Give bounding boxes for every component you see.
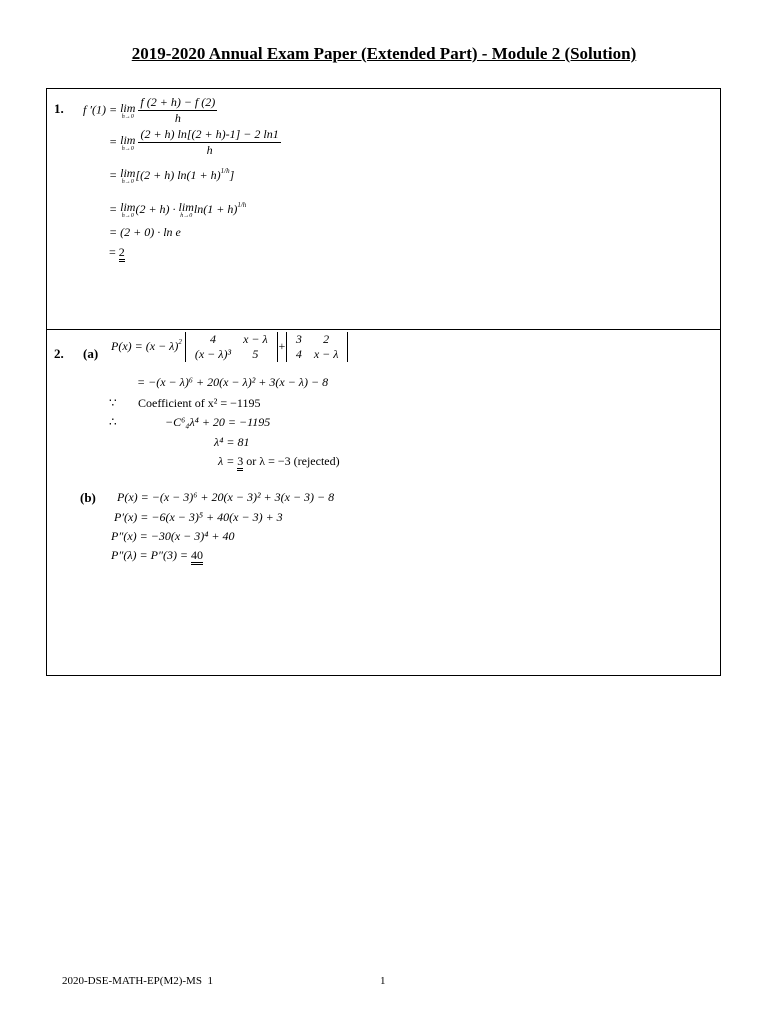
determinant-1: 4 x − λ (x − λ)³ 5 bbox=[185, 332, 278, 362]
footer-code: 2020-DSE-MATH-EP(M2)-MS 1 bbox=[62, 975, 213, 987]
q1-line-6: = 2 bbox=[109, 245, 125, 260]
question-2-number: 2. bbox=[54, 346, 64, 361]
q2a-line-2: = −(x − λ)⁶ + 20(x − λ)² + 3(x − λ) − 8 bbox=[137, 375, 329, 389]
q2a-line-4: −C⁶₄λ⁴ + 20 = −1195 bbox=[165, 415, 271, 429]
page-title: 2019-2020 Annual Exam Paper (Extended Part) - Module 2 (Solution) bbox=[131, 44, 637, 63]
q1-line-5: = (2 + 0) · ln e bbox=[109, 225, 181, 239]
question-1-box bbox=[46, 88, 721, 330]
q2b-line-2: P′(x) = −6(x − 3)⁵ + 40(x − 3) + 3 bbox=[114, 510, 283, 524]
footer-page-number: 1 bbox=[380, 975, 386, 987]
q1-line-4: = lim h→0 (2 + h) · lim h→0 $\ln(1 + h)^{1/h}$ bbox=[109, 200, 247, 220]
q2a-line-5: λ⁴ = 81 bbox=[214, 435, 250, 449]
q2b-line-4: P″(λ) = P″(3) = 40 bbox=[111, 548, 203, 563]
q1-answer: 2 bbox=[119, 245, 125, 262]
determinant-2: 3 2 4 x − λ bbox=[286, 332, 349, 362]
q2b-answer: 40 bbox=[191, 548, 203, 565]
q2b-line-3: P″(x) = −30(x − 3)⁴ + 40 bbox=[111, 529, 235, 543]
question-2-box bbox=[46, 329, 721, 676]
q2b-line-1: P(x) = −(x − 3)⁶ + 20(x − 3)² + 3(x − 3) − 8 bbox=[117, 490, 335, 504]
part-b-label: (b) bbox=[80, 490, 96, 505]
part-a-label: (a) bbox=[83, 346, 99, 361]
question-1-number: 1. bbox=[54, 101, 64, 116]
q1-line-2: = lim h→0 $\frac{(2 + h) \ln[(2 + h)-1] - 2 \ln 1}{h}$ bbox=[109, 127, 279, 157]
q2a-therefore-symbol: ∴ bbox=[109, 415, 117, 429]
q2a-line-3: Coefficient of x² = −1195 bbox=[138, 396, 261, 410]
q2a-line-1: $P(x) = (x - \lambda)^2$ 4 x − λ (x − λ)³ 5 + 3 2 4 x − λ bbox=[111, 332, 348, 362]
q2a-because-symbol: ∵ bbox=[109, 396, 117, 410]
q1-line-1: f ′(1) = lim h→0 $\frac{f (2 + h) - f (2)}{h}$ bbox=[83, 95, 216, 125]
q2a-line-6: λ = 3 or λ = −3 (rejected) bbox=[218, 454, 340, 469]
q1-line-3: = lim h→0 [(2 + h) $\ln(1 + h)^{1/h}$] bbox=[109, 166, 235, 186]
q2a-answer: 3 bbox=[237, 454, 243, 471]
